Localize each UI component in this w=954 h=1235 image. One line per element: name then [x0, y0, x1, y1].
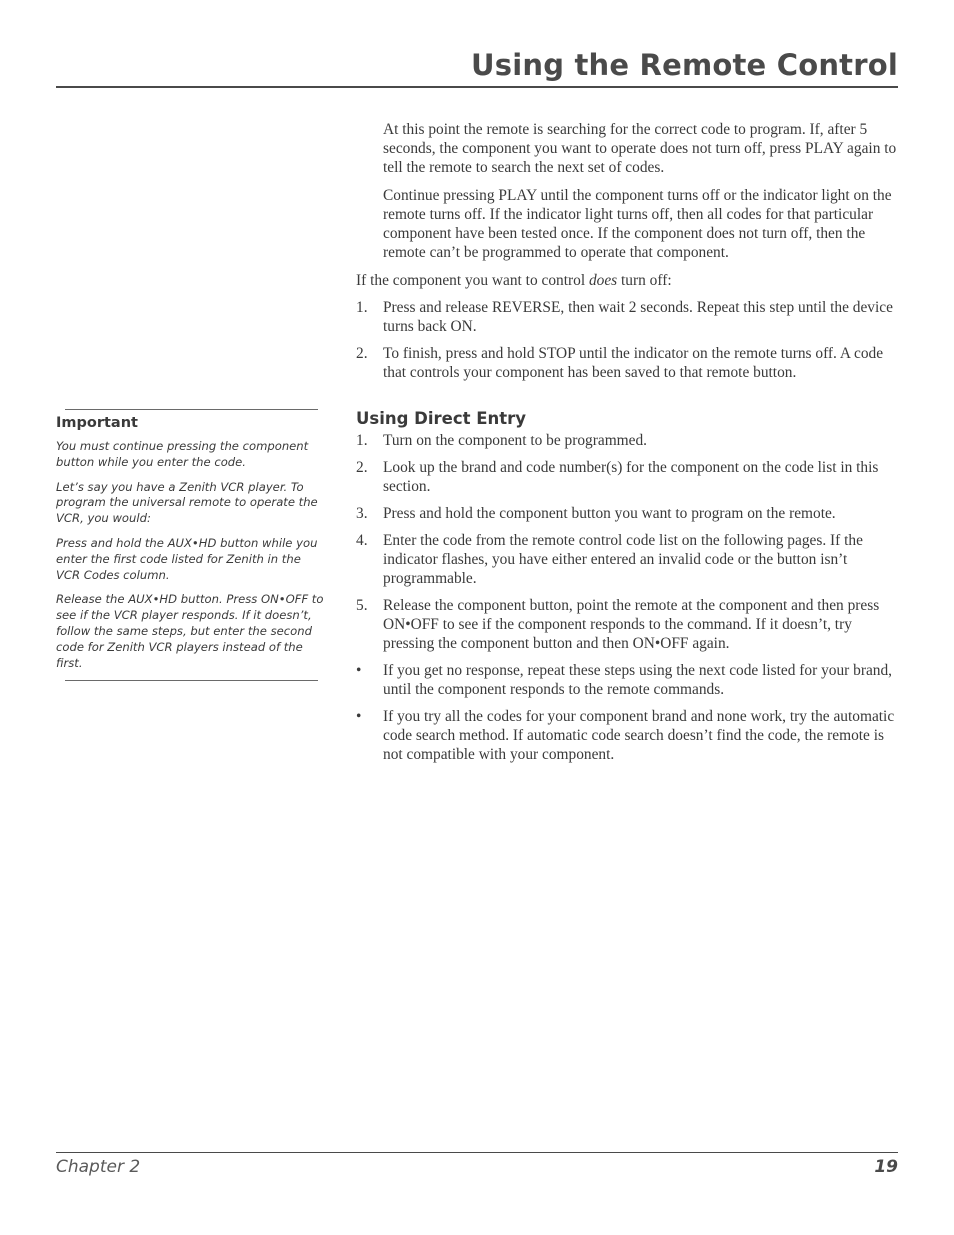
list-item-text: Look up the brand and code number(s) for the component on the code list in this section. — [383, 459, 879, 495]
chapter-label: Chapter 2 — [56, 1157, 141, 1177]
page-title: Using the Remote Control — [471, 48, 898, 82]
intro-paragraph: Continue pressing PLAY until the component turns off or the indicator light on the remote turns off. If the indicator light turns off, then all codes for that particular component have been tested once. If the component does not turn off, then the remote can’t be programmed to operate that component. — [383, 187, 892, 261]
list-item-text: To finish, press and hold STOP until the indicator on the remote turns off. A code that controls your component has been saved to that remote button. — [383, 345, 884, 381]
list-item — [356, 458, 901, 496]
list-marker: 1. — [356, 299, 368, 316]
intro-paragraph: At this point the remote is searching for the correct code to program. If, after 5 seconds, the component you want to operate does not turn off, press PLAY again to tell the remote to search the next set of codes. — [383, 121, 897, 176]
does-emphasis: does — [588, 272, 618, 289]
bullet-item-text: If you get no response, repeat these steps using the next code listed for your brand, until the component responds to the remote commands. — [383, 662, 893, 698]
important-sidebar — [56, 409, 326, 681]
list-marker: 1. — [356, 432, 368, 449]
sidebar-paragraph: Let’s say you have a Zenith VCR player. To program the universal remote to operate the VCR, you would: — [56, 479, 318, 526]
sidebar-title: Important — [56, 415, 138, 431]
sidebar-bottom-divider — [65, 680, 318, 681]
bullet-marker: • — [356, 708, 362, 725]
list-item — [356, 531, 901, 588]
list-item — [356, 344, 901, 382]
footer-divider — [56, 1152, 898, 1153]
main-content — [356, 120, 901, 772]
bullet-item — [356, 661, 901, 699]
list-marker: 5. — [356, 597, 368, 614]
list-item — [356, 504, 901, 523]
list-item-text: Release the component button, point the remote at the component and then press ON•OFF to see if the component responds to the command. If it doesn’t, try pressing the component button and then ON•OFF again. — [383, 597, 880, 652]
does-lead-suffix: turn off: — [617, 272, 672, 289]
section-heading: Using Direct Entry — [356, 409, 527, 428]
list-item-text: Turn on the component to be programmed. — [383, 432, 648, 449]
list-item — [356, 431, 901, 450]
list-item — [356, 596, 901, 653]
list-marker: 3. — [356, 505, 368, 522]
bullet-item — [356, 707, 901, 764]
does-lead-prefix: If the component you want to control — [356, 272, 589, 289]
list-marker: 4. — [356, 532, 368, 549]
does-turn-off-lead — [356, 271, 901, 290]
bullet-item-text: If you try all the codes for your component brand and none work, try the automatic code search method. If automatic code search doesn’t find the code, the remote is not compatible with your component. — [383, 708, 895, 763]
list-marker: 2. — [356, 459, 368, 476]
list-item-text: Press and hold the component button you want to program on the remote. — [383, 505, 836, 522]
sidebar-paragraph: Release the AUX•HD button. Press ON•OFF to see if the VCR player responds. If it doesn’t, follow the same steps, but enter the second code for Zenith VCR players instead of the first. — [56, 592, 324, 670]
list-item-text: Enter the code from the remote control code list on the following pages. If the indicator flashes, you have either entered an invalid code or the button isn’t programmable. — [383, 532, 863, 587]
title-divider — [56, 86, 898, 88]
sidebar-paragraph: You must continue pressing the component button while you enter the code. — [56, 439, 309, 469]
bullet-marker: • — [356, 662, 362, 679]
sidebar-paragraph: Press and hold the AUX•HD button while you enter the first code listed for Zenith in the VCR Codes column. — [56, 535, 318, 582]
list-item — [356, 298, 901, 336]
sidebar-top-divider — [65, 409, 318, 410]
list-marker: 2. — [356, 345, 368, 362]
list-item-text: Press and release REVERSE, then wait 2 seconds. Repeat this step until the device turns back ON. — [383, 299, 893, 335]
page-number: 19 — [874, 1157, 898, 1177]
